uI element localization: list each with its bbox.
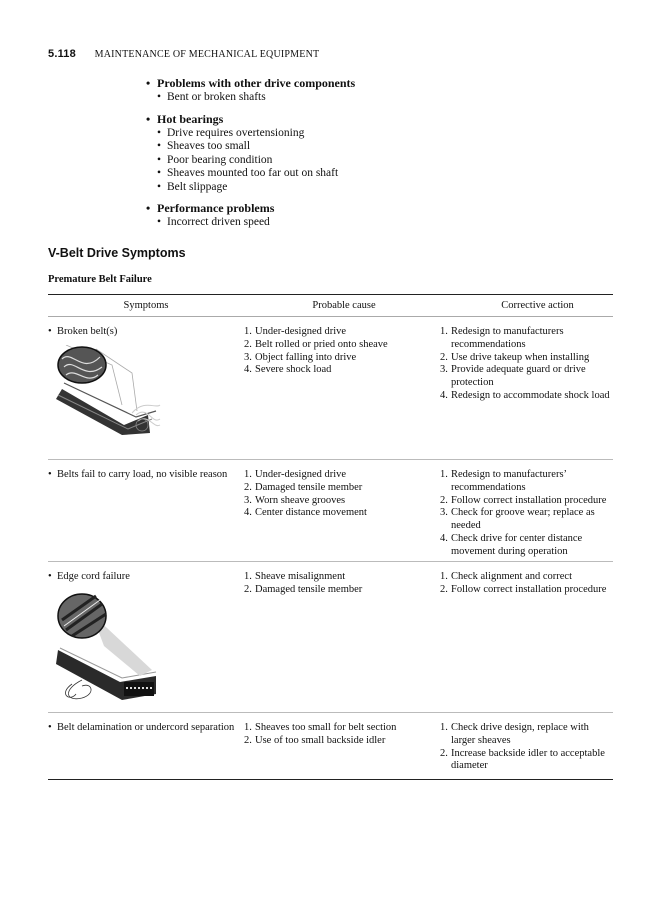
bullet-item: Incorrect driven speed bbox=[167, 216, 270, 228]
page-header bbox=[48, 48, 319, 60]
action-item: Provide adequate guard or drive protection bbox=[451, 364, 586, 389]
cause-item: Damaged tensile member bbox=[255, 583, 363, 595]
bullet-list bbox=[146, 76, 566, 237]
table-row: • Belts fail to carry load, no visible reason 1. Under-designed drive 2. Damaged tensile member 3. Worn sheave grooves 4. Center distance movement 1. Redesign to manufacturers’ recommendations 2. Follow correct installation procedure 3. Check for groove wear; replace as needed 4. Check drive for center distance movement during operation bbox=[48, 460, 613, 562]
section-title: V-Belt Drive Symptoms bbox=[48, 246, 186, 260]
table-header bbox=[48, 295, 613, 317]
symptom-text: Belt delamination or undercord separation bbox=[57, 722, 235, 733]
symptoms-table bbox=[48, 294, 613, 780]
bullet-item: Poor bearing condition bbox=[167, 153, 273, 166]
bullet-group-title: Performance problems bbox=[157, 201, 275, 215]
header-probable-cause: Probable cause bbox=[312, 300, 376, 311]
cause-item: Object falling into drive bbox=[255, 351, 357, 363]
bullet-group-title: Problems with other drive components bbox=[157, 76, 356, 90]
action-item: Check for groove wear; replace as needed bbox=[451, 507, 595, 532]
symptom-text: Edge cord failure bbox=[57, 571, 130, 582]
bullet-item: Belt slippage bbox=[167, 180, 228, 193]
cause-item: Damaged tensile member bbox=[255, 481, 363, 493]
cause-item: Belt rolled or pried onto sheave bbox=[255, 338, 388, 350]
cause-item: Use of too small backside idler bbox=[255, 734, 386, 746]
bullet-item: Sheaves mounted too far out on shaft bbox=[167, 167, 339, 179]
action-item: Follow correct installation procedure bbox=[451, 583, 607, 595]
action-item: Increase backside idler to acceptable diameter bbox=[451, 747, 605, 772]
action-item: Redesign to accommodate shock load bbox=[451, 389, 610, 401]
bullet-item: Bent or broken shafts bbox=[167, 91, 266, 103]
table-row: • Edge cord failure 1. Sheave misalignment 2. Damaged tensile member 1. Check alignment and correct 2. Follow correct installation procedure bbox=[48, 562, 613, 713]
bullet-group: • Performance problems • Incorrect driven speed bbox=[146, 201, 275, 228]
cause-item: Under-designed drive bbox=[255, 326, 347, 337]
bullet-group-title: Hot bearings bbox=[157, 111, 224, 126]
header-symptoms: Symptoms bbox=[123, 300, 169, 311]
header-corrective-action: Corrective action bbox=[501, 300, 574, 311]
action-item: Follow correct installation procedure bbox=[451, 494, 607, 506]
bullet-group: • Problems with other drive components • Bent or broken shafts bbox=[146, 76, 356, 103]
bullet-item: Drive requires overtensioning bbox=[167, 126, 305, 139]
page-number: 5.118 bbox=[48, 48, 76, 60]
action-item: Check drive design, replace with larger sheaves bbox=[451, 722, 589, 746]
edge-cord-failure-illustration bbox=[52, 590, 162, 702]
cause-item: Center distance movement bbox=[255, 507, 367, 519]
action-item: Redesign to manufacturers recommendations bbox=[451, 326, 564, 350]
cause-item: Sheave misalignment bbox=[255, 571, 346, 582]
action-item: Check alignment and correct bbox=[451, 571, 572, 582]
cause-item: Sheaves too small for belt section bbox=[255, 722, 397, 733]
table-row: • Broken belt(s) 1. Under-designed drive 2. Belt rolled or pried onto sheave 3. Object falling into drive 4. Severe shock load 1. Redesign to manufacturers recommendations 2. Use drive takeup when installing 3. Provide adequate guard or drive protection 4. Redesign to accommodate shock load bbox=[48, 317, 613, 460]
symptom-text: Belts fail to carry load, no visible reason bbox=[57, 469, 228, 480]
table-row: • Belt delamination or undercord separation 1. Sheaves too small for belt section 2. Use of too small backside idler 1. Check drive design, replace with larger sheaves 2. Increase backside idler to acceptable diameter bbox=[48, 713, 613, 779]
bullet-item: Sheaves too small bbox=[167, 140, 251, 152]
running-head: MAINTENANCE OF MECHANICAL EQUIPMENT bbox=[94, 49, 320, 60]
action-item: Use drive takeup when installing bbox=[451, 351, 590, 363]
subsection-title: Premature Belt Failure bbox=[48, 274, 152, 285]
bullet-group: • Hot bearings • Drive requires overtensioning • Sheaves too small • Poor bearing condition • Sheaves mounted too far out on shaft • Belt slippage bbox=[146, 111, 339, 193]
action-item: Check drive for center distance movement during operation bbox=[451, 532, 583, 557]
broken-belt-illustration bbox=[52, 345, 162, 435]
symptom-text: Broken belt(s) bbox=[57, 326, 118, 337]
cause-item: Worn sheave grooves bbox=[255, 494, 346, 506]
cause-item: Severe shock load bbox=[255, 364, 332, 376]
cause-item: Under-designed drive bbox=[255, 469, 347, 480]
action-item: Redesign to manufacturers’ recommendations bbox=[451, 469, 567, 493]
